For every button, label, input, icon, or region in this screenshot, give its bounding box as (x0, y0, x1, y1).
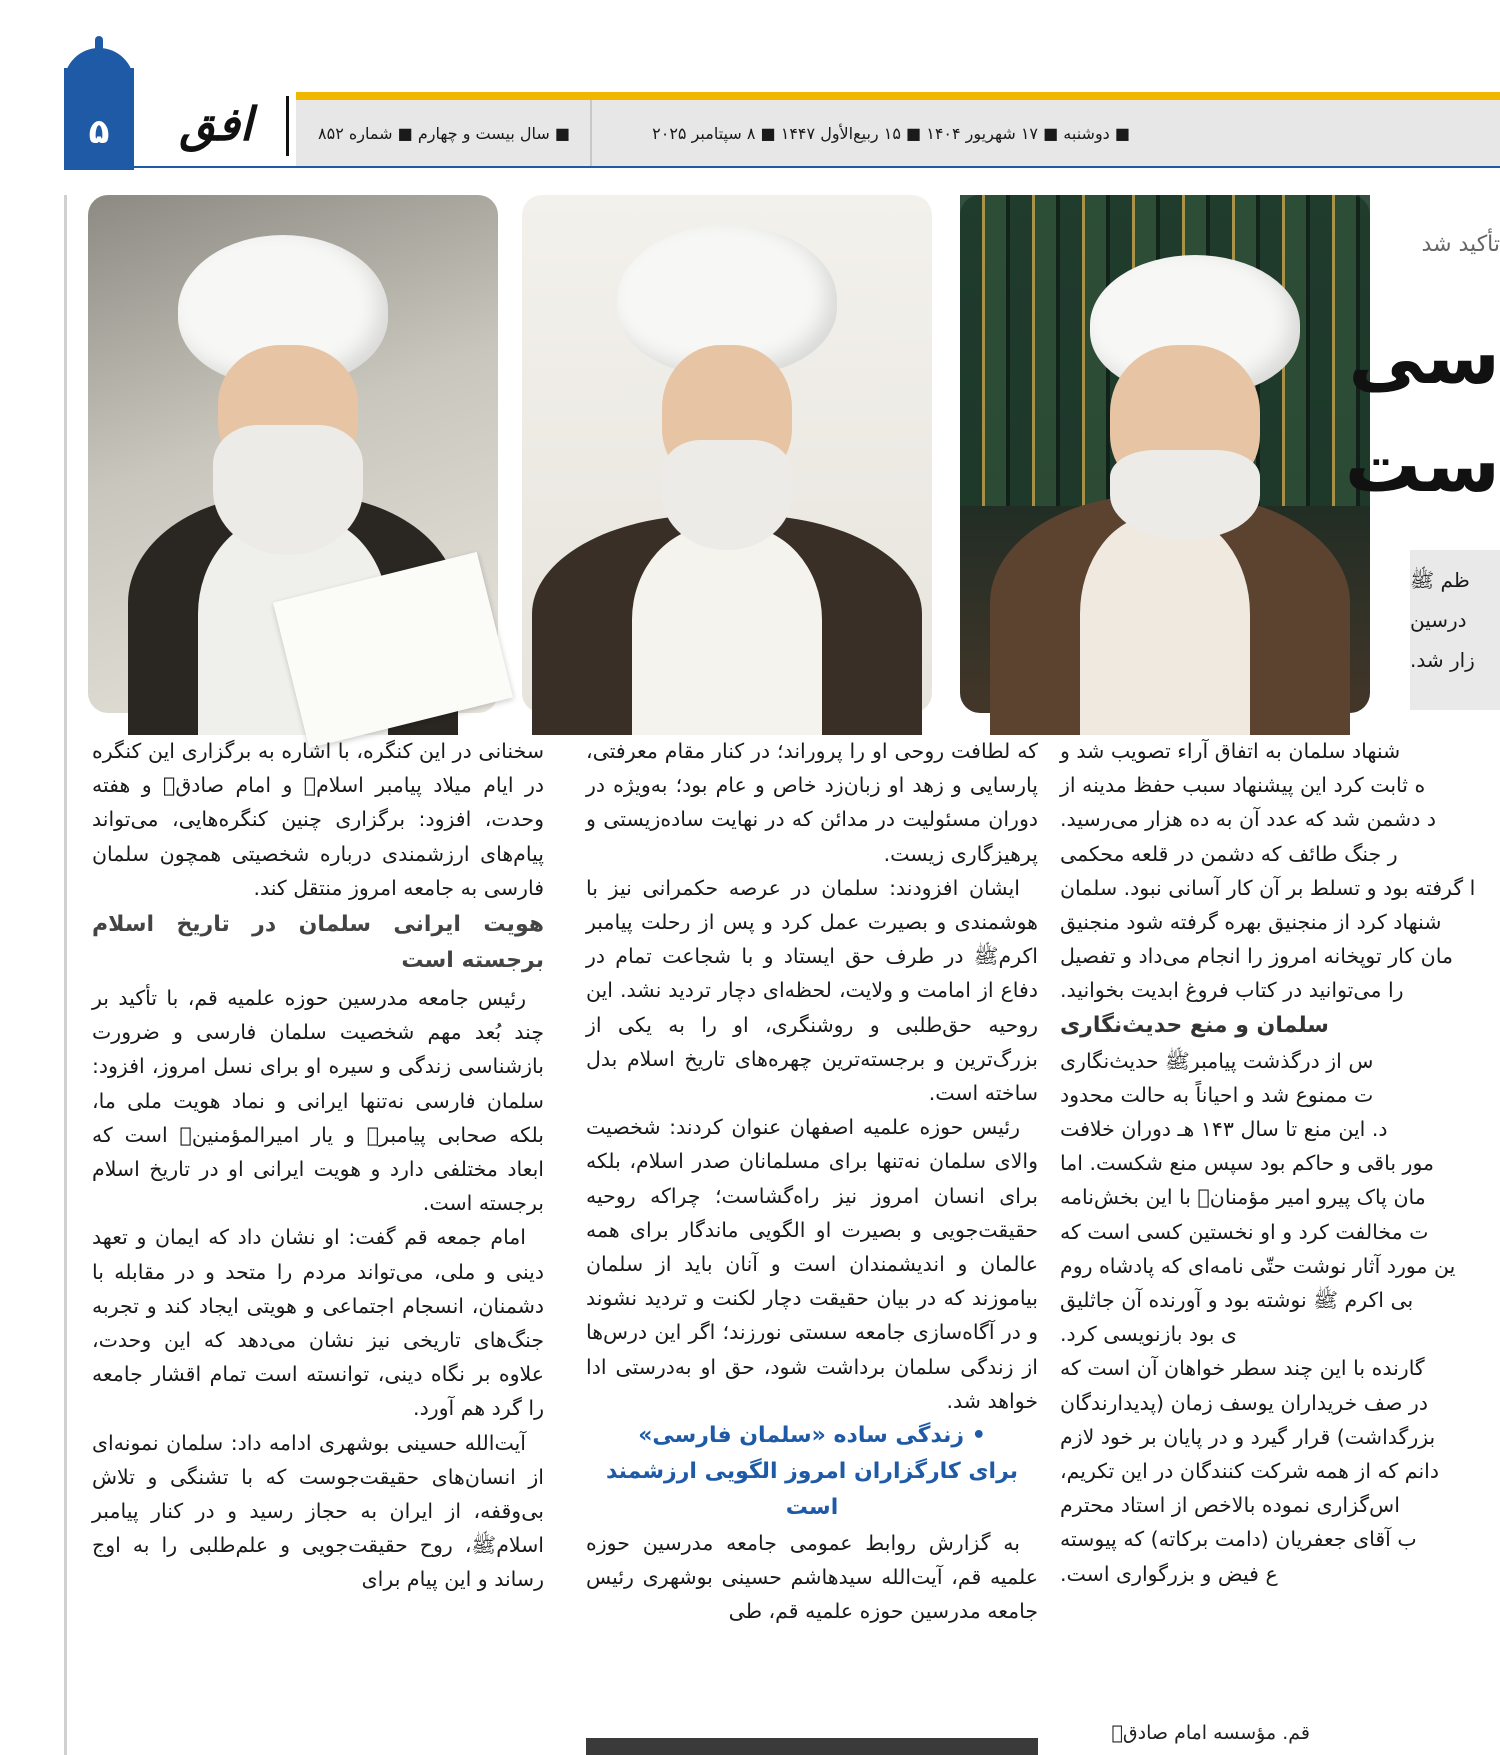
text-line: اس‌گزاری نموده بالاخص از استاد محترم (1060, 1493, 1400, 1518)
page-number: ۵ (88, 112, 110, 152)
subheading: سلمان و منع حدیث‌نگاری (1060, 1012, 1329, 1038)
text-line: شنهاد کرد از منجنیق بهره گرفته شود منجنیق (1060, 910, 1442, 935)
text-line: س از درگذشت پیامبرﷺ حدیث‌نگاری (1060, 1048, 1374, 1073)
text-line: ت ممنوع شد و احیاناً به حالت محدود (1060, 1082, 1374, 1107)
paragraph: ایشان افزودند: سلمان در عرصه حکمرانی نیز با هوشمندی و بصیرت عمل کرد و پس از رحلت پیامبر اکرمﷺ در طرف حق ایستاد و با شجاعت تمام در دفاع از امامت و ولایت، لحظه‌ای دچار تردید نشد. این روحیه حق‌طلبی و روشنگری، او را به یکی از بزرگ‌ترین و برجسته‌ترین چهره‌های تاریخ اسلام بدل ساخته است. (586, 875, 1038, 1106)
text-line: دانم که از همه شرکت کنندگان در این تکریم، (1060, 1459, 1439, 1484)
article-column-right (1060, 734, 1500, 1591)
article-kicker: تأکید شد (1421, 232, 1500, 257)
text-line: ع فیض و بزرگواری است. (1060, 1561, 1278, 1586)
text-line: گارنده با این چند سطر خواهان آن است که (1060, 1356, 1425, 1381)
text-line: ه ثابت کرد این پیشنهاد سبب حفظ مدینه از (1060, 773, 1426, 798)
text-line: ب آقای جعفریان (دامت برکاته) که پیوسته (1060, 1527, 1417, 1552)
photo-cleric-writing (88, 195, 498, 713)
text-line: د. این منع تا سال ۱۴۳ هـ دوران خلافت (1060, 1117, 1388, 1142)
header-yellow-rule (296, 92, 1500, 100)
lead-text (1410, 560, 1500, 680)
article-column-middle (586, 734, 1038, 1629)
lead-line: زار شد. (1410, 648, 1475, 672)
text-line: ت مخالفت کرد و او نخستین کسی است که (1060, 1219, 1429, 1244)
paragraph: به گزارش روابط عمومی جامعه مدرسین حوزه علمیه قم، آیت‌الله سیدهاشم حسینی بوشهری رئیس جامعه مدرسین حوزه علمیه قم، طی (586, 1531, 1038, 1624)
paragraph: آیت‌الله حسینی بوشهری ادامه داد: سلمان نمونه‌ای از انسان‌های حقیقت‌جوست که با تشنگی و تلاش بی‌وقفه، از ایران به حجاز رسید و در کنار پیامبر اسلامﷺ، روح حقیقت‌جویی و علم‌طلبی را به اوج رساند و این پیام برای (92, 1430, 544, 1592)
text-line: ی بود بازنویسی کرد. (1060, 1322, 1237, 1347)
masthead (0, 0, 1500, 170)
article-source: قم. مؤسسه امام صادقؑ (1111, 1722, 1310, 1744)
paragraph: که لطافت روحی او را پروراند؛ در کنار مقام معرفتی، پارسایی و زهد او زبان‌زد خاص و عام بود؛ به‌ویژه در دوران مسئولیت در مدائن که در نهایت ساده‌زیستی و پرهیزگاری زیست. (586, 739, 1038, 866)
shirt (1080, 515, 1250, 735)
lead-line: ظم ﷺ (1410, 568, 1470, 592)
text-line: مان کار توپخانه امروز را انجام می‌داد و تفصیل (1060, 944, 1453, 969)
logo-divider (286, 96, 289, 156)
newspaper-logo: افق (179, 97, 253, 151)
beard (662, 440, 792, 550)
text-line: ا گرفته بود و تسلط بر آن کار آسانی نبود. سلمان (1060, 875, 1476, 900)
headline-line-2: ست (1344, 420, 1500, 509)
beard (1110, 450, 1260, 540)
subheading: هویت ایرانی سلمان در تاریخ اسلام برجسته است (92, 912, 544, 974)
text-line: را می‌توانید در کتاب فروغ ابدیت بخوانید. (1060, 978, 1404, 1003)
text-line: بزرگداشت) قرار گیرد و در پایان بر خود لازم (1060, 1424, 1436, 1449)
paragraph: رئیس حوزه علمیه اصفهان عنوان کردند: شخصیت والای سلمان نه‌تنها برای مسلمانان صدر اسلام، بلکه برای انسان امروز نیز راه‌گشاست؛ چراکه روحیه حقیقت‌جویی و بصیرت او الگویی ماندگار برای همه عالمان و اندیشمندان است و آنان باید از سلمان بیاموزند که در بیان حقیقت دچار لکنت و تردید نشوند و در آگاه‌سازی جامعه سستی نورزند؛ اگر این درس‌ها از زندگی سلمان برداشت شود، حق او به‌درستی ادا خواهد شد. (586, 1115, 1038, 1413)
issue-info: ■ سال بیست و چهارم ■ شماره ۸۵۲ (318, 124, 570, 143)
subheading-blue-2: برای کارگزاران امروز الگویی ارزشمند است (605, 1459, 1019, 1521)
shirt (632, 525, 822, 735)
header-blue-rule (64, 166, 1500, 168)
text-line: مان پاک پیرو امیر مؤمنانؑ با این بخش‌نامه (1060, 1185, 1426, 1210)
headline-line-1: سی (1348, 312, 1500, 401)
paragraph: امام جمعه قم گفت: او نشان داد که ایمان و تعهد دینی و ملی، می‌تواند مردم را متحد و در مقابله با دشمنان، انسجام اجتماعی و هویتی ایجاد کند و تجربه جنگ‌های تاریخی نیز نشان می‌دهد که این وحدت، علاوه بر نگاه دینی، توانسته است تمام اقشار جامعه را گرد هم آورد. (92, 1225, 544, 1421)
lead-line: درسین (1410, 608, 1467, 632)
beard (213, 425, 363, 555)
subheading-blue-1: • زندگی ساده «سلمان فارسی» (638, 1423, 986, 1449)
text-line: ین مورد آثار نوشت حتّی نامه‌ای که پادشاه روم (1060, 1253, 1456, 1278)
image-strip (586, 1738, 1038, 1755)
article-column-left (92, 734, 544, 1597)
text-line: ر جنگ طائف که دشمن در قلعه محکمی (1060, 841, 1398, 866)
photo-cleric-library (960, 195, 1370, 713)
text-line: د دشمن شد که عدد آن به ده هزار می‌رسید. (1060, 807, 1436, 832)
text-line: شنهاد سلمان به اتفاق آراء تصویب شد و (1060, 739, 1401, 763)
paragraph: سخنانی در این کنگره، با اشاره به برگزاری این کنگره در ایام میلاد پیامبر اسلامﷺ و امام صادقؑ و هفته وحدت، افزود: برگزاری چنین کنگره‌هایی، می‌تواند پیام‌های ارزشمندی درباره شخصیتی همچون سلمان فارسی به جامعه امروز منتقل کند. (92, 739, 544, 900)
date-info: ■ دوشنبه ■ ۱۷ شهریور ۱۴۰۴ ■ ۱۵ ربیع‌الأول ۱۴۴۷ ■ ۸ سپتامبر ۲۰۲۵ (652, 124, 1130, 143)
photo-cleric-portrait (522, 195, 932, 713)
text-line: مور باقی و حاکم بود سپس منع شکست. اما (1060, 1151, 1435, 1176)
page-left-rule (64, 195, 67, 1755)
paragraph: رئیس جامعه مدرسین حوزه علمیه قم، با تأکید بر چند بُعد مهم شخصیت سلمان فارسی و ضرورت بازشناسی زندگی و سیره او برای نسل امروز، افزود: سلمان فارسی نه‌تنها ایرانی و نماد هویت ملی ما، بلکه صحابی پیامبرﷺ و یار امیرالمؤمنینؑ است که ابعاد مختلفی دارد و هویت ایرانی او در تاریخ اسلام برجسته است. (92, 986, 544, 1216)
text-line: در صف خریداران یوسف زمان (پدیدارندگان (1060, 1390, 1428, 1415)
text-line: بی اکرم ﷺ نوشته بود و آورنده آن جاثلیق (1060, 1288, 1414, 1313)
